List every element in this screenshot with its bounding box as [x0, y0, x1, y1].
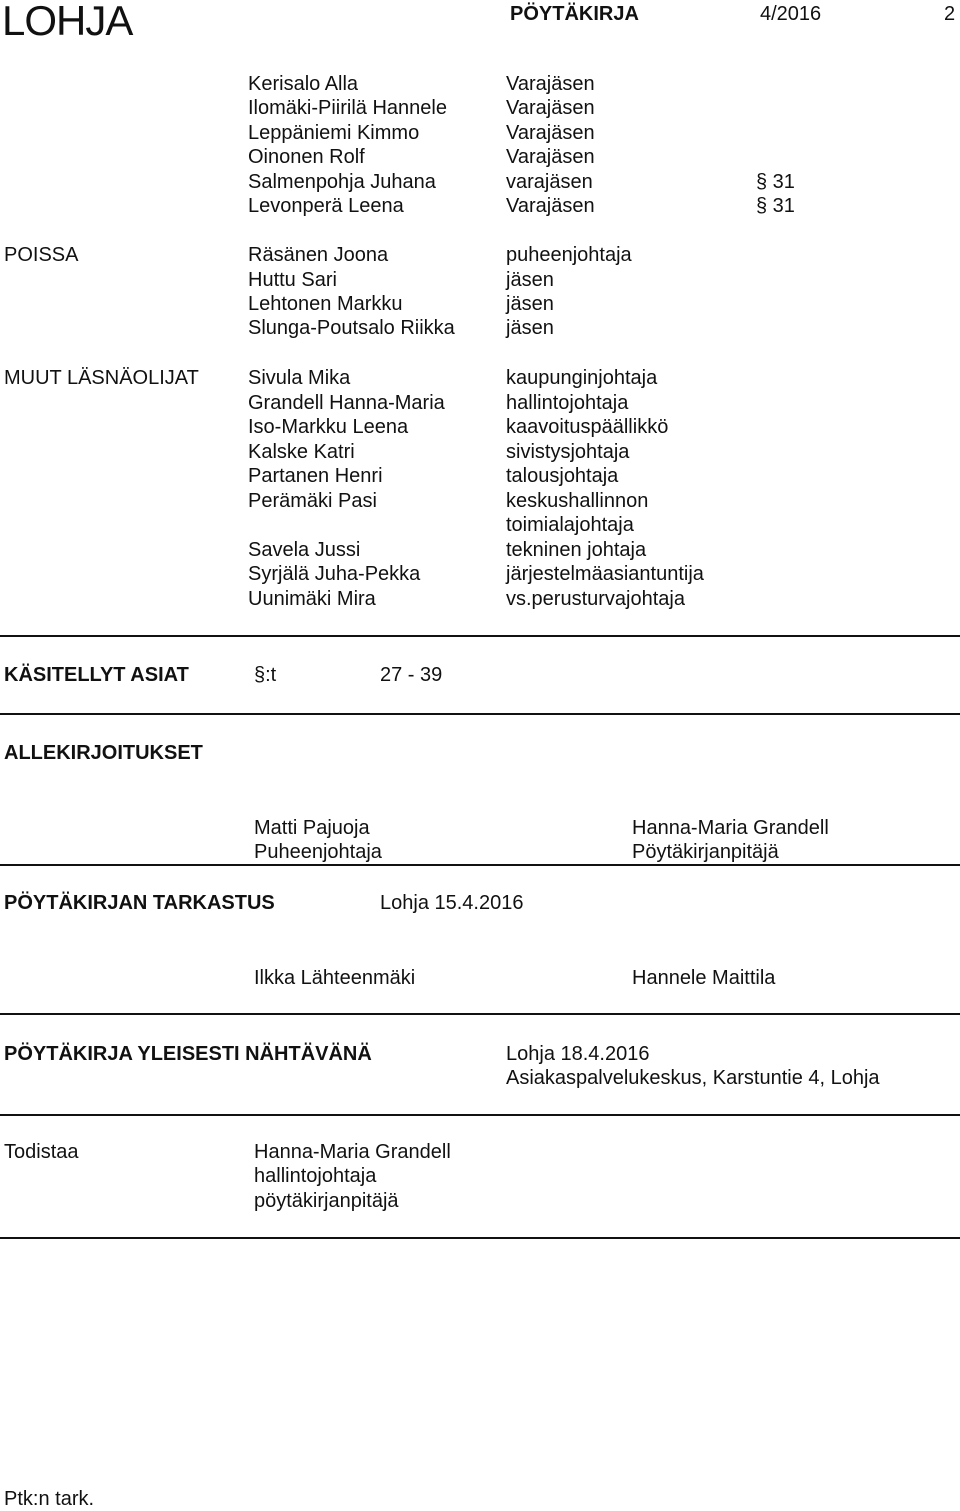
other-role: järjestelmäasiantuntija [506, 563, 704, 585]
absent-role: jäsen [506, 317, 554, 339]
other-name: Uunimäki Mira [248, 588, 376, 610]
other-name: Kalske Katri [248, 441, 355, 463]
divider [0, 1114, 960, 1116]
absent-name: Slunga-Poutsalo Riikka [248, 317, 455, 339]
certifier-title: hallintojohtaja [254, 1165, 377, 1187]
other-name: Syrjälä Juha-Pekka [248, 563, 421, 585]
others-label: MUUT LÄSNÄOLIJAT [4, 367, 199, 389]
chair-name: Matti Pajuoja [254, 817, 370, 839]
divider [0, 864, 960, 866]
certifier-role: pöytäkirjanpitäjä [254, 1190, 399, 1212]
deputy-name: Kerisalo Alla [248, 73, 359, 95]
absent-role: jäsen [506, 293, 554, 315]
document-number: 4/2016 [760, 3, 822, 25]
other-name: Grandell Hanna-Maria [248, 392, 445, 414]
other-role: toimialajohtaja [506, 514, 634, 536]
items-prefix: §:t [254, 664, 277, 686]
reviewer-name: Ilkka Lähteenmäki [254, 967, 416, 989]
other-role: sivistysjohtaja [506, 441, 630, 463]
absent-role: jäsen [506, 269, 554, 291]
other-name: Perämäki Pasi [248, 490, 377, 512]
items-handled-label: KÄSITELLYT ASIAT [4, 664, 189, 686]
other-role: talousjohtaja [506, 465, 619, 487]
divider [0, 713, 960, 715]
other-role: hallintojohtaja [506, 392, 629, 414]
divider [0, 1013, 960, 1015]
section-reference: § 31 [756, 195, 795, 217]
document-type: PÖYTÄKIRJA [510, 3, 639, 25]
deputy-role: Varajäsen [506, 122, 595, 144]
page-number: 2 [944, 3, 956, 25]
secretary-name: Hanna-Maria Grandell [632, 817, 829, 839]
other-role: keskushallinnon [506, 490, 649, 512]
divider [0, 1237, 960, 1239]
other-name: Savela Jussi [248, 539, 361, 561]
absent-label: POISSA [4, 244, 79, 266]
other-name: Sivula Mika [248, 367, 351, 389]
public-place-date: Lohja 18.4.2016 [506, 1043, 650, 1065]
secretary-title: Pöytäkirjanpitäjä [632, 841, 779, 863]
deputy-name: Oinonen Rolf [248, 146, 365, 168]
review-place-date: Lohja 15.4.2016 [380, 892, 524, 914]
divider [0, 635, 960, 637]
reviewer-name: Hannele Maittila [632, 967, 776, 989]
deputy-role: Varajäsen [506, 73, 595, 95]
other-role: kaavoituspäällikkö [506, 416, 669, 438]
deputy-name: Salmenpohja Juhana [248, 171, 436, 193]
public-location: Asiakaspalvelukeskus, Karstuntie 4, Lohja [506, 1067, 880, 1089]
other-role: kaupunginjohtaja [506, 367, 658, 389]
public-display-label: PÖYTÄKIRJA YLEISESTI NÄHTÄVÄNÄ [4, 1043, 372, 1065]
certifier-name: Hanna-Maria Grandell [254, 1141, 451, 1163]
deputy-role: Varajäsen [506, 146, 595, 168]
certify-label: Todistaa [4, 1141, 79, 1163]
other-role: tekninen johtaja [506, 539, 647, 561]
absent-name: Räsänen Joona [248, 244, 389, 266]
absent-name: Huttu Sari [248, 269, 337, 291]
absent-role: puheenjohtaja [506, 244, 632, 266]
deputy-name: Ilomäki-Piirilä Hannele [248, 97, 447, 119]
deputy-name: Levonperä Leena [248, 195, 404, 217]
chair-title: Puheenjohtaja [254, 841, 382, 863]
other-name: Iso-Markku Leena [248, 416, 409, 438]
other-role: vs.perusturvajohtaja [506, 588, 685, 610]
items-range: 27 - 39 [380, 664, 443, 686]
deputy-name: Leppäniemi Kimmo [248, 122, 420, 144]
deputy-role: Varajäsen [506, 97, 595, 119]
review-label: PÖYTÄKIRJAN TARKASTUS [4, 892, 275, 914]
section-reference: § 31 [756, 171, 795, 193]
absent-name: Lehtonen Markku [248, 293, 403, 315]
city-logo: LOHJA [2, 0, 133, 44]
other-name: Partanen Henri [248, 465, 383, 487]
signatures-label: ALLEKIRJOITUKSET [4, 742, 203, 764]
deputy-role: Varajäsen [506, 195, 595, 217]
footer-note: Ptk:n tark. [4, 1488, 95, 1510]
deputy-role: varajäsen [506, 171, 593, 193]
